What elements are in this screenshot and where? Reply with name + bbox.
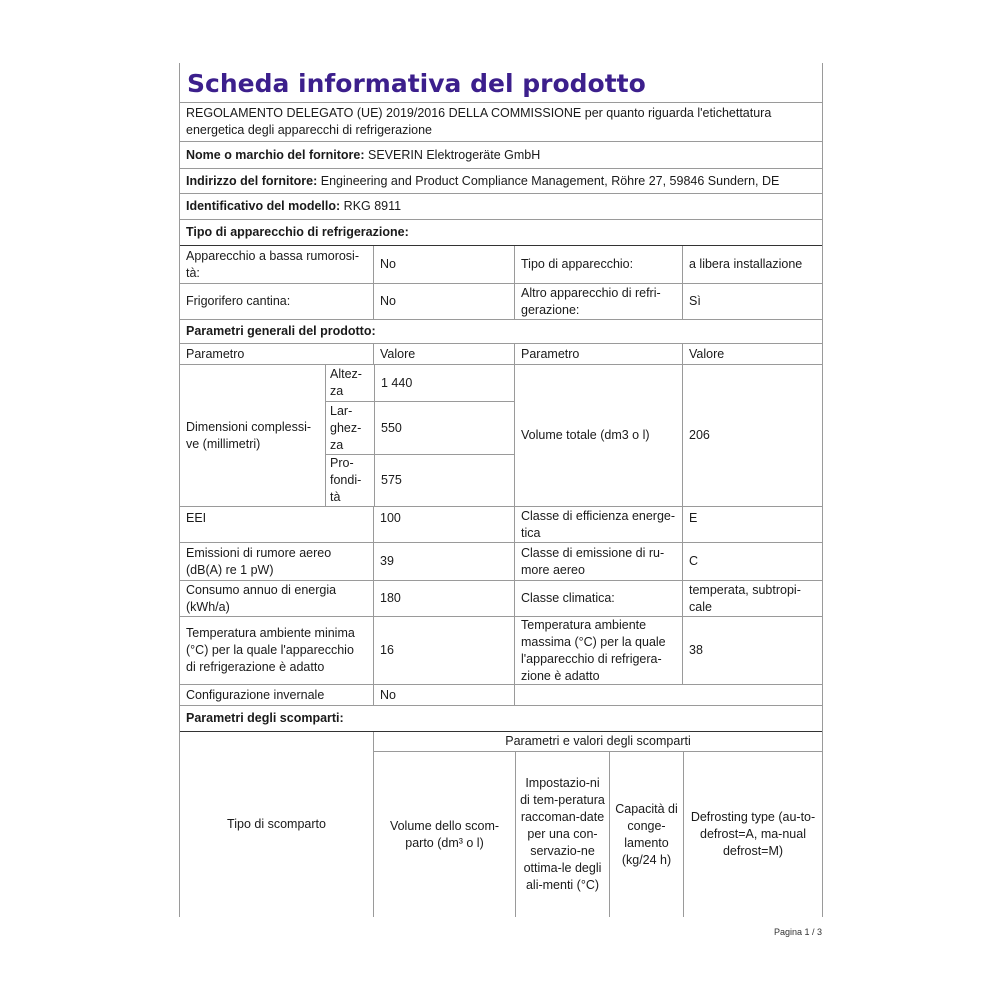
col-value-1: Valore <box>373 344 514 364</box>
appliance-type-label: Tipo di apparecchio: <box>514 246 682 283</box>
efficiency-class-label: Classe di efficienza energe-tica <box>514 507 682 542</box>
low-noise-row <box>180 245 822 283</box>
temperature-row <box>180 616 822 684</box>
wine-row <box>180 283 822 319</box>
dimensions-label: Dimensioni complessi-ve (millimetri) <box>186 419 312 451</box>
col-param-1: Parametro <box>186 346 245 361</box>
model-cell <box>180 194 822 219</box>
compartment-columns <box>374 751 822 917</box>
depth-label: Pro-fondi-tà <box>330 456 362 504</box>
width-row <box>326 401 515 455</box>
noise-value: 39 <box>373 543 514 580</box>
model-value: RKG 8911 <box>343 199 402 213</box>
supplier-address-row <box>180 168 822 193</box>
depth-row <box>326 454 515 506</box>
height-label: Altez-za <box>330 367 362 398</box>
product-information-sheet <box>179 63 823 917</box>
depth-value: 575 <box>374 455 515 506</box>
width-value: 550 <box>374 402 515 455</box>
energy-label: Consumo annuo di energia (kWh/a) <box>186 582 337 614</box>
info-table <box>179 102 823 917</box>
supplier-name-cell <box>180 142 822 168</box>
general-section-row <box>180 319 822 343</box>
page-number: Pagina 1 / 3 <box>773 927 822 937</box>
width-label: Lar-ghez-za <box>330 404 362 452</box>
winter-value: No <box>373 685 514 705</box>
min-temperature-value: 16 <box>373 617 514 684</box>
page-title: Scheda informativa del prodotto <box>179 63 823 102</box>
wine-label: Frigorifero cantina: <box>186 294 291 308</box>
winter-label: Configurazione invernale <box>186 687 325 702</box>
noise-class-label: Classe di emissione di ru-more aereo <box>514 543 682 580</box>
height-value: 1 440 <box>374 365 515 401</box>
efficiency-class-value: E <box>682 507 822 542</box>
compartments-params-heading: Parametri e valori degli scomparti <box>505 734 691 748</box>
general-header-row <box>180 343 822 364</box>
col-value-2: Valore <box>682 344 822 364</box>
dimensions-subtable <box>325 365 515 506</box>
compartment-freezing-header: Capacità di conge-lamento (kg/24 h) <box>609 752 683 917</box>
type-section-heading: Tipo di apparecchio di refrigerazione: <box>186 225 409 239</box>
other-appliance-label: Altro apparecchio di refri-gerazione: <box>514 284 682 319</box>
supplier-address-cell <box>180 169 822 193</box>
noise-class-value: C <box>682 543 822 580</box>
volume-value: 206 <box>682 365 822 506</box>
low-noise-label: Apparecchio a bassa rumorosi-tà: <box>186 248 359 280</box>
general-section-heading: Parametri generali del prodotto: <box>186 324 376 338</box>
model-label: Identificativo del modello: <box>186 199 341 213</box>
supplier-address-label: Indirizzo del fornitore: <box>186 173 318 188</box>
other-appliance-value: Sì <box>682 284 822 319</box>
regulation-row <box>180 102 822 141</box>
low-noise-value: No <box>373 246 514 283</box>
eei-row <box>180 506 822 542</box>
compartment-defrost-header: Defrosting type (au-to-defrost=A, ma-nual defrost=M) <box>683 752 822 917</box>
compartment-type-header: Tipo di scomparto <box>227 817 326 831</box>
compartment-params-group <box>373 732 822 917</box>
compartments-section-row <box>180 705 822 731</box>
compartments-header-row <box>180 731 822 917</box>
supplier-name-label: Nome o marchio del fornitore: <box>186 147 365 162</box>
winter-row <box>180 684 822 705</box>
noise-row <box>180 542 822 580</box>
compartments-section-heading: Parametri degli scomparti: <box>186 711 344 725</box>
regulation-text: REGOLAMENTO DELEGATO (UE) 2019/2016 DELLA COMMISSIONE per quanto riguarda l'etichettatura energetica degli apparecchi di refrigerazione <box>186 106 772 137</box>
compartment-temperature-header: Impostazio-ni di tem-peratura raccoman-date per una con-servazio-ne ottima-le degli ali-menti (°C) <box>515 752 609 917</box>
supplier-address-value: Engineering and Product Compliance Management, Röhre 27, 59846 Sundern, DE <box>320 173 780 188</box>
height-row <box>326 365 515 401</box>
supplier-name-row <box>180 141 822 168</box>
type-section-row <box>180 219 822 245</box>
winter-empty <box>514 685 822 705</box>
compartment-volume-header: Volume dello scom-parto (dm³ o l) <box>389 818 500 850</box>
model-row <box>180 193 822 219</box>
min-temperature-label: Temperatura ambiente minima (°C) per la quale l'apparecchio di refrigerazione è adatto <box>186 626 355 674</box>
volume-label: Volume totale (dm3 o l) <box>514 365 682 506</box>
eei-label: EEI <box>186 511 207 525</box>
climate-class-label: Classe climatica: <box>514 581 682 616</box>
wine-value: No <box>373 284 514 319</box>
eei-value: 100 <box>373 507 514 542</box>
dimensions-row <box>180 364 822 506</box>
energy-value: 180 <box>373 581 514 616</box>
appliance-type-value: a libera installazione <box>682 246 822 283</box>
supplier-name-value: SEVERIN Elektrogeräte GmbH <box>367 147 541 162</box>
max-temperature-value: 38 <box>682 617 822 684</box>
col-param-2: Parametro <box>514 344 682 364</box>
noise-label: Emissioni di rumore aereo (dB(A) re 1 pW) <box>186 545 332 577</box>
energy-row <box>180 580 822 616</box>
climate-class-value: temperata, subtropi-cale <box>682 581 822 616</box>
max-temperature-label: Temperatura ambiente massima (°C) per la quale l'apparecchio di refrigera-zione è adatto <box>514 617 682 684</box>
